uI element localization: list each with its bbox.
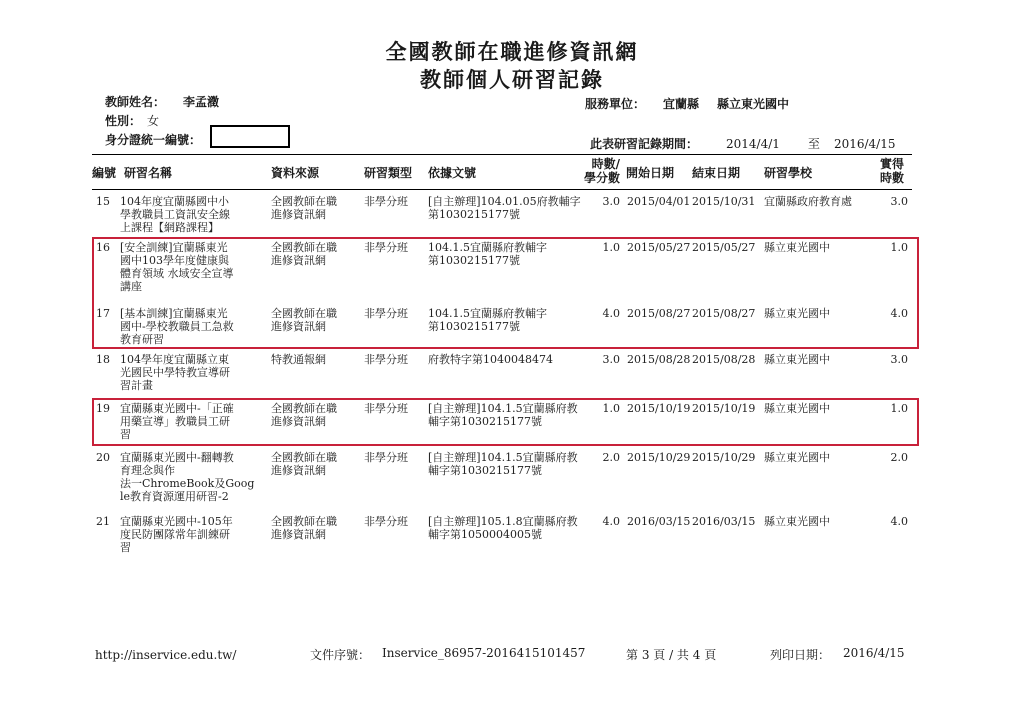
redacted-id-box (210, 125, 290, 148)
cell-start: 2015/04/01 (627, 195, 691, 208)
cell-end: 2015/10/19 (692, 402, 756, 415)
cell-course: [安全訓練]宜蘭縣東光 國中103學年度健康與 體育領域 水域安全宣導 講座 (120, 241, 234, 293)
cell-school: 縣立東光國中 (764, 241, 830, 254)
cell-type: 非學分班 (364, 307, 408, 320)
table-header-rule (92, 189, 912, 190)
cell-type: 非學分班 (364, 195, 408, 208)
cell-school: 縣立東光國中 (764, 307, 830, 320)
cell-school: 縣立東光國中 (764, 353, 830, 366)
cell-type: 非學分班 (364, 353, 408, 366)
period-end: 2016/4/15 (833, 137, 896, 151)
cell-actual: 3.0 (890, 353, 908, 366)
cell-no: 19 (96, 402, 110, 415)
cell-hours: 1.0 (602, 402, 620, 415)
cell-doc: 104.1.5宜蘭縣府教輔字 第1030215177號 (428, 241, 547, 267)
cell-school: 宜蘭縣政府教育處 (764, 195, 852, 208)
cell-end: 2015/10/31 (692, 195, 756, 208)
footer-print-date: 2016/4/15 (843, 646, 905, 660)
cell-end: 2015/10/29 (692, 451, 756, 464)
cell-actual: 1.0 (890, 402, 908, 415)
cell-start: 2015/08/28 (627, 353, 691, 366)
cell-source: 全國教師在職 進修資訊網 (271, 451, 337, 477)
cell-no: 18 (96, 353, 110, 366)
cell-type: 非學分班 (364, 241, 408, 254)
cell-no: 17 (96, 307, 110, 320)
cell-source: 全國教師在職 進修資訊網 (271, 195, 337, 221)
cell-type: 非學分班 (364, 515, 408, 528)
cell-type: 非學分班 (364, 451, 408, 464)
cell-actual: 4.0 (890, 307, 908, 320)
cell-source: 全國教師在職 進修資訊網 (271, 307, 337, 333)
cell-course: 宜蘭縣東光國中-105年 度民防團隊常年訓練研 習 (120, 515, 233, 554)
header-no: 編號 (92, 166, 117, 180)
cell-source: 全國教師在職 進修資訊網 (271, 515, 337, 541)
cell-school: 縣立東光國中 (764, 451, 830, 464)
cell-hours: 4.0 (602, 307, 620, 320)
teacher-id-label: 身分證統一編號： (105, 133, 202, 147)
cell-hours: 4.0 (602, 515, 620, 528)
footer-url: http://inservice.edu.tw/ (95, 648, 237, 662)
cell-doc: [自主辦理]104.1.5宜蘭縣府教 輔字第1030215177號 (428, 402, 578, 428)
cell-doc: 104.1.5宜蘭縣府教輔字 第1030215177號 (428, 307, 547, 333)
footer-print-label: 列印日期： (770, 648, 831, 662)
header-doc: 依據文號 (428, 166, 477, 180)
record-period-label: 此表研習記錄期間： (590, 137, 699, 151)
cell-source: 特教通報網 (271, 353, 326, 366)
cell-source: 全國教師在職 進修資訊網 (271, 241, 337, 267)
header-start: 開始日期 (626, 166, 675, 180)
teacher-gender-label: 性別： (105, 114, 142, 128)
cell-course: [基本訓練]宜蘭縣東光 國中-學校教職員工急救 教育研習 (120, 307, 234, 346)
cell-hours: 3.0 (602, 195, 620, 208)
cell-actual: 1.0 (890, 241, 908, 254)
cell-no: 16 (96, 241, 110, 254)
cell-school: 縣立東光國中 (764, 402, 830, 415)
cell-end: 2015/08/27 (692, 307, 756, 320)
header-course: 研習名稱 (124, 166, 173, 180)
cell-no: 21 (96, 515, 110, 528)
cell-actual: 2.0 (890, 451, 908, 464)
header-type: 研習類型 (364, 166, 413, 180)
cell-type: 非學分班 (364, 402, 408, 415)
cell-course: 104學年度宜蘭縣立東 光國民中學特教宣導研 習計畫 (120, 353, 230, 392)
footer-docno-label: 文件序號： (310, 648, 371, 662)
header-hours: 時數/ 學分數 (583, 157, 620, 185)
service-unit-county: 宜蘭縣 (663, 97, 700, 111)
cell-end: 2015/08/28 (692, 353, 756, 366)
footer-docno: Inservice_86957-2016415101457 (382, 646, 586, 660)
cell-course: 104年度宜蘭縣國中小 學教職員工資訊安全線 上課程【網路課程】 (120, 195, 230, 234)
service-unit-label: 服務單位： (585, 97, 646, 111)
cell-no: 20 (96, 451, 110, 464)
cell-start: 2015/10/19 (627, 402, 691, 415)
cell-actual: 4.0 (890, 515, 908, 528)
service-unit (585, 95, 789, 112)
cell-start: 2015/10/29 (627, 451, 691, 464)
record-period (590, 135, 895, 152)
cell-doc: [自主辦理]104.01.05府教輔字 第1030215177號 (428, 195, 581, 221)
period-to: 至 (807, 137, 820, 151)
page-subtitle: 教師個人研習記錄 (420, 68, 604, 92)
table-top-rule (92, 154, 912, 155)
cell-hours: 2.0 (602, 451, 620, 464)
teacher-name-label: 教師姓名： (105, 95, 166, 109)
cell-doc: 府教特字第1040048474 (428, 353, 553, 366)
header-source: 資料來源 (271, 166, 320, 180)
cell-start: 2015/08/27 (627, 307, 691, 320)
cell-source: 全國教師在職 進修資訊網 (271, 402, 337, 428)
cell-course: 宜蘭縣東光國中-翻轉教 育理念與作 法一ChromeBook及Goog le教育資源運用研習-2 (120, 451, 255, 503)
cell-end: 2015/05/27 (692, 241, 756, 254)
cell-actual: 3.0 (890, 195, 908, 208)
teacher-gender (105, 112, 159, 129)
teacher-name (105, 93, 219, 110)
cell-end: 2016/03/15 (692, 515, 756, 528)
cell-no: 15 (96, 195, 110, 208)
cell-doc: [自主辦理]105.1.8宜蘭縣府教 輔字第1050004005號 (428, 515, 578, 541)
period-start: 2014/4/1 (726, 137, 780, 151)
cell-start: 2015/05/27 (627, 241, 691, 254)
cell-doc: [自主辦理]104.1.5宜蘭縣府教 輔字第1030215177號 (428, 451, 578, 477)
cell-school: 縣立東光國中 (764, 515, 830, 528)
footer-page: 第 3 頁 / 共 4 頁 (626, 648, 717, 662)
service-unit-school: 縣立東光國中 (717, 97, 790, 111)
header-end: 結束日期 (692, 166, 741, 180)
header-school: 研習學校 (764, 166, 813, 180)
header-actual: 實得 時數 (879, 157, 904, 185)
cell-hours: 3.0 (602, 353, 620, 366)
teacher-gender-value: 女 (147, 114, 160, 128)
page-title: 全國教師在職進修資訊網 (385, 40, 639, 64)
cell-start: 2016/03/15 (627, 515, 691, 528)
cell-course: 宜蘭縣東光國中-「正確 用藥宣導」教職員工研 習 (120, 402, 234, 441)
cell-hours: 1.0 (602, 241, 620, 254)
teacher-name-value: 李孟瀓 (183, 95, 220, 109)
